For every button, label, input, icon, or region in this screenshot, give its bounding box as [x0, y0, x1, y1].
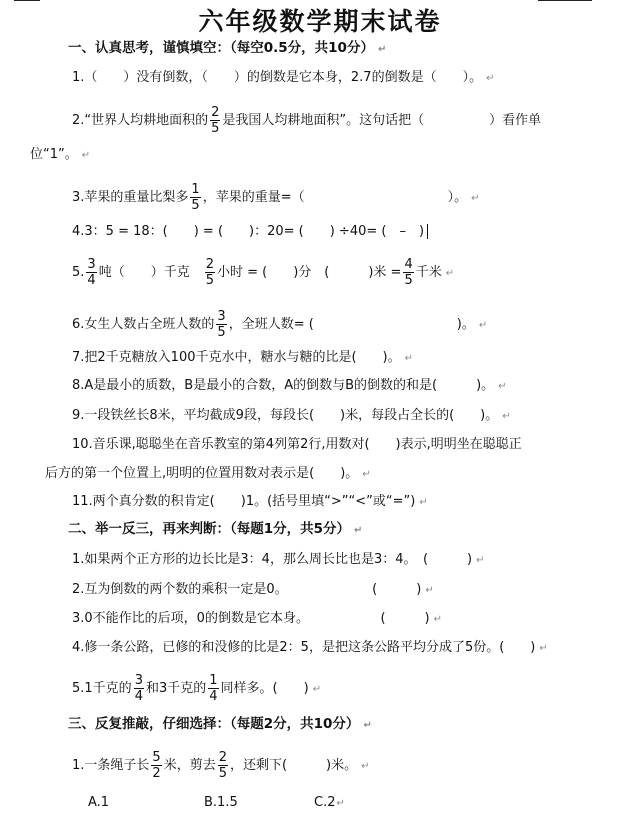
- question-2-3: 3.0不能作比的后项，0的倒数是它本身。 ( ) ↵: [72, 611, 442, 626]
- question-1-7: 7.把2千克糖放入100千克水中，糖水与糖的比是( )。 ↵: [72, 350, 414, 365]
- option-b: B.1.5: [204, 795, 238, 810]
- question-1-8: 8.A是最小的质数，B是最小的合数，A的倒数与B的倒数的和是( )。 ↵: [72, 378, 507, 393]
- question-2-1: 1.如果两个正方形的边长比是3：4，那么周长比也是3：4。 ( ) ↵: [72, 552, 485, 567]
- top-border-left: [14, 0, 40, 1]
- fraction-4-5: $\frac{4}{5}$: [404, 257, 413, 288]
- question-1-6: 6.女生人数占全班人数的 $\frac{3}{5}$ ，全班人数= ( )。 ↵: [72, 309, 488, 340]
- question-1-2: 2.“世界人均耕地面积的 $\frac{2}{5}$ 是我国人均耕地面积”。这句话把（ ）看作单: [72, 105, 542, 136]
- question-3-1: 1.一条绳子长 $\frac{5}{2}$ 米，剪去 $\frac{2}{5}$ ，还剩下( )米。 ↵: [72, 750, 370, 781]
- section-1-heading: 一、认真思考，谨慎填空：（每空0.5分，共10分） ↵: [68, 40, 387, 56]
- question-1-3: 3.苹果的重量比梨多 $\frac{1}{5}$ ，苹果的重量=（ ）。 ↵: [72, 182, 480, 213]
- question-1-10-continued: 后方的第一个位置上,明明的位置用数对表示是( )。 ↵: [45, 466, 371, 481]
- top-border-right: [538, 0, 592, 1]
- fraction-1-5: $\frac{1}{5}$: [191, 182, 200, 213]
- question-1-10: 10.音乐课,聪聪坐在音乐教室的第4列第2行,用数对( )表示,明明坐在聪聪正: [72, 437, 522, 452]
- question-1-11: 11.两个真分数的积肯定( )1。(括号里填“>”“<”或“=”) ↵: [72, 494, 428, 509]
- question-1-9: 9.一段铁丝长8米，平均截成9段，每段长( )米，每段占全长的( )。 ↵: [72, 408, 511, 423]
- fraction-3-4: $\frac{3}{4}$: [87, 257, 96, 288]
- section-2-heading: 二、举一反三，再来判断：（每题1分，共5分） ↵: [68, 521, 363, 537]
- question-1-2-continued: 位“1”。 ↵: [30, 147, 91, 162]
- fraction-2-5: $\frac{2}{5}$: [218, 750, 227, 781]
- fraction-5-2: $\frac{5}{2}$: [152, 750, 161, 781]
- page-title: 六年级数学期末试卷: [198, 7, 442, 36]
- paragraph-mark: ↵: [377, 44, 387, 55]
- question-1-1: 1.（ ）没有倒数，（ ）的倒数是它本身，2.7的倒数是（ ）。 ↵: [72, 70, 495, 85]
- fraction-3-4: $\frac{3}{4}$: [134, 673, 143, 704]
- question-2-5: 5.1千克的 $\frac{3}{4}$ 和3千克的 $\frac{1}{4}$ 同样多。( ) ↵: [72, 673, 322, 704]
- option-a: A.1: [88, 795, 110, 810]
- text-cursor: [427, 224, 428, 239]
- option-c: C.2↵: [314, 795, 345, 810]
- question-2-2: 2.互为倒数的两个数的乘积一定是0。 ( ) ↵: [72, 582, 434, 597]
- question-1-4: 4.3：5 = 18：( ) = ( )：20= ( ) ÷40= ( – ): [72, 222, 640, 242]
- fraction-3-5: $\frac{3}{5}$: [217, 309, 226, 340]
- fraction-2-5: $\frac{2}{5}$: [211, 105, 220, 136]
- section-3-heading: 三、反复推敲，仔细选择：（每题2分，共10分） ↵: [68, 716, 372, 732]
- question-1-5: 5. $\frac{3}{4}$ 吨（ ）千克 $\frac{2}{5}$ 小时 = ( )分 ( )米 = $\frac{4}{5}$ 千米 ↵: [72, 257, 455, 288]
- fraction-2-5: $\frac{2}{5}$: [205, 257, 214, 288]
- question-2-4: 4.修一条公路，已修的和没修的比是2：5，是把这条公路平均分成了5份。( ) ↵: [72, 640, 548, 655]
- fraction-1-4: $\frac{1}{4}$: [209, 673, 218, 704]
